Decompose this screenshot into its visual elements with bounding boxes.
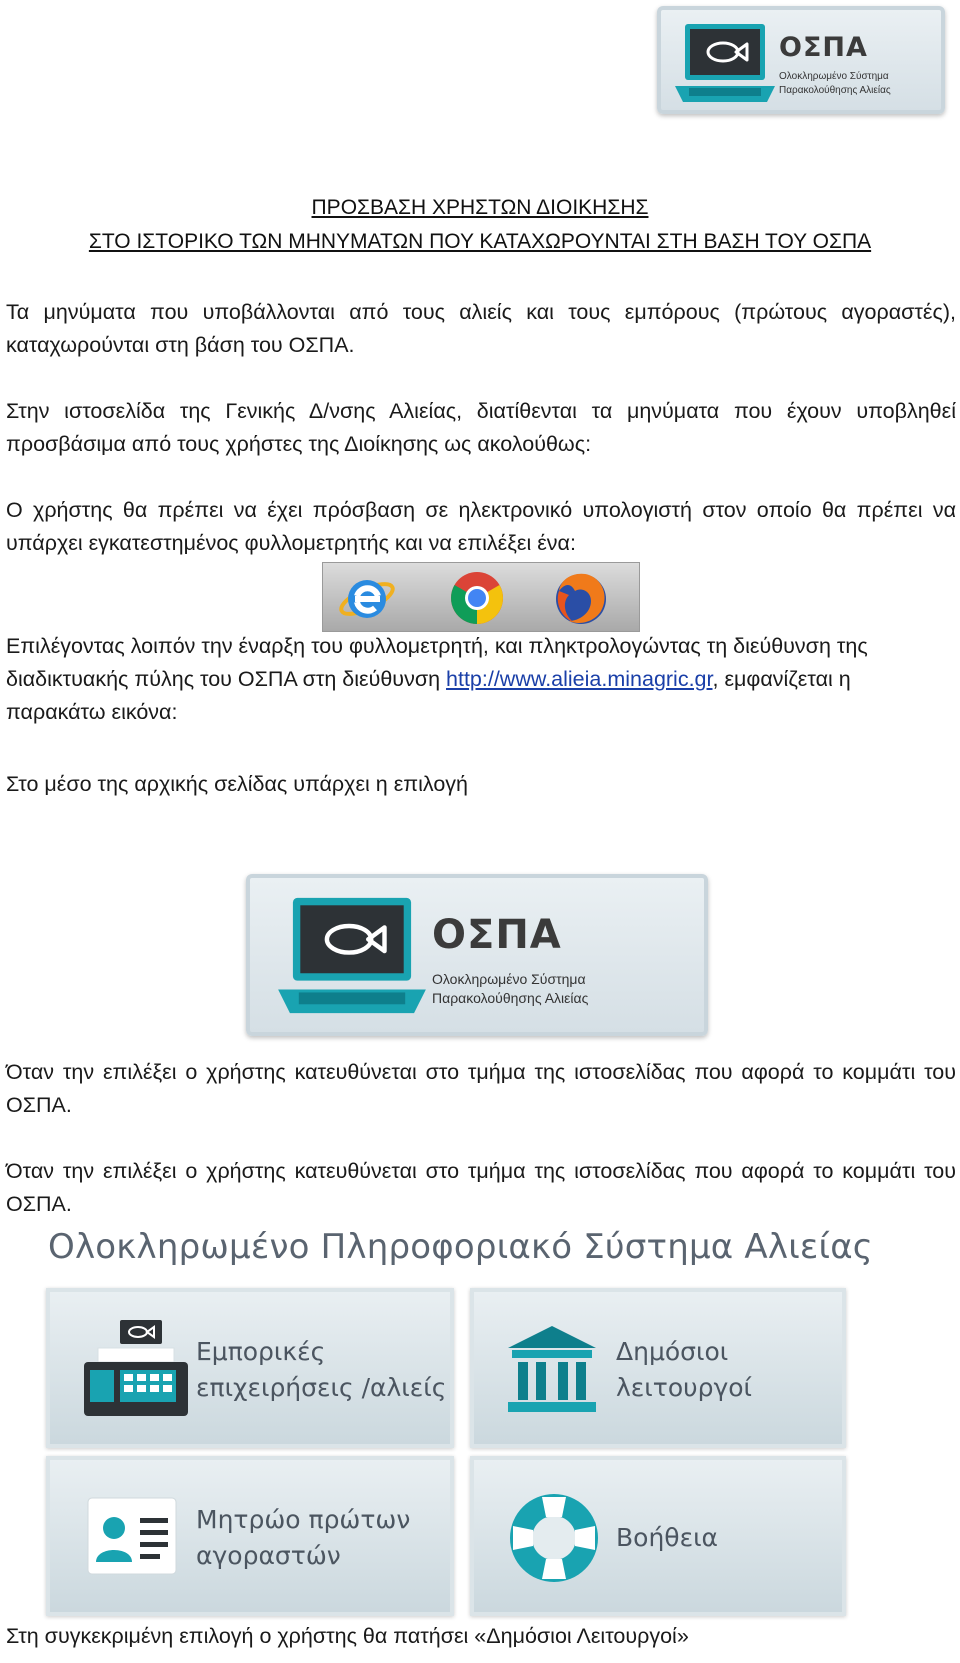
id-card-icon [84, 1492, 180, 1582]
ospa-logo-subtitle-line2: Παρακολούθησης Αλιείας [779, 84, 891, 96]
portal-card-public-line1: Δημόσιοι [616, 1337, 729, 1366]
paragraph-2: Στην ιστοσελίδα της Γενικής Δ/νσης Αλιείας, διατίθενται τα μηνύματα που έχουν υποβληθεί προσβάσιμα από τους χρήστες της Διοίκησης ως ακολούθως: [6, 399, 956, 456]
ospa-portal-link[interactable]: http://www.alieia.minagric.gr [446, 667, 713, 691]
portal-card-registry-label [196, 1502, 410, 1574]
browser-icons-strip [322, 562, 640, 632]
portal-card-business-line1: Εμπορικές [196, 1337, 326, 1366]
ospa-logo-title: ΟΣΠΑ [779, 32, 868, 63]
laptop-fish-icon [675, 20, 775, 108]
portal-card-help[interactable] [470, 1456, 846, 1616]
portal-title: Ολοκληρωμένο Πληροφοριακό Σύστημα Αλιείας [48, 1227, 873, 1267]
portal-card-help-label [616, 1520, 718, 1556]
ospa-option-title: ΟΣΠΑ [432, 912, 562, 958]
ospa-option-subtitle [432, 970, 588, 1008]
paragraph-4 [6, 630, 956, 729]
paragraph-3: Ο χρήστης θα πρέπει να έχει πρόσβαση σε ηλεκτρονικό υπολογιστή στον οποίο θα πρέπει να υπάρχει εγκατεστημένος φυλλομετρητής και να επιλέξει ένα: [6, 498, 956, 555]
portal-card-help-line1: Βοήθεια [616, 1523, 719, 1552]
paragraph-1: Τα μηνύματα που υποβάλλονται από τους αλιείς και τους εμπόρους (πρώτους αγοραστές), καταχωρούνται στη βάση του ΟΣΠΑ. [6, 300, 956, 357]
paragraph-6: Όταν την επιλέξει ο χρήστης κατευθύνεται στο τμήμα της ιστοσελίδας που αφορά το κομμάτι του ΟΣΠΑ. [6, 1060, 956, 1117]
portal-card-public-label [616, 1334, 752, 1406]
paragraph-4-text-after: , εμφανίζεται η παρακάτω εικόνα: [6, 667, 851, 724]
portal-card-registry-line1: Μητρώο πρώτων [196, 1505, 411, 1534]
internet-explorer-icon [337, 569, 397, 627]
firefox-icon [551, 569, 611, 627]
ospa-option-subtitle-line2: Παρακολούθησης Αλιείας [432, 989, 589, 1006]
paragraph-5: Στο μέσο της αρχικής σελίδας υπάρχει η επιλογή [6, 772, 468, 796]
ospa-header-logo [657, 6, 945, 114]
ospa-option-tile[interactable] [246, 874, 708, 1036]
heading-line-2: ΣΤΟ ΙΣΤΟΡΙΚΟ ΤΩΝ ΜΗΝΥΜΑΤΩΝ ΠΟΥ ΚΑΤΑΧΩΡΟΥΝΤΑΙ ΣΤΗ ΒΑΣΗ ΤΟΥ ΟΣΠΑ [88, 230, 872, 253]
laptop-fish-icon [278, 892, 426, 1022]
portal-card-business-label [196, 1334, 446, 1406]
portal-card-registry-line2: αγοραστών [196, 1541, 341, 1570]
paragraph-8: Στη συγκεκριμένη επιλογή ο χρήστης θα πατήσει «Δημόσιοι Λειτουργοί» [6, 1624, 689, 1648]
portal-card-public-servants[interactable] [470, 1288, 846, 1448]
lifebuoy-icon [504, 1488, 604, 1588]
ospa-option-subtitle-line1: Ολοκληρωμένο Σύστημα [432, 971, 586, 987]
portal-card-registry[interactable] [46, 1456, 454, 1616]
portal-card-business-line2: επιχειρήσεις /αλιείς [196, 1373, 447, 1402]
government-building-icon [504, 1322, 600, 1418]
portal-card-public-line2: λειτουργοί [616, 1373, 752, 1402]
ospa-logo-subtitle [779, 70, 891, 97]
ospa-logo-subtitle-line1: Ολοκληρωμένο Σύστημα [779, 71, 889, 82]
cash-register-icon [80, 1318, 192, 1422]
paragraph-7: Όταν την επιλέξει ο χρήστης κατευθύνεται στο τμήμα της ιστοσελίδας που αφορά το κομμάτι του ΟΣΠΑ. [6, 1159, 956, 1216]
heading-line-1: ΠΡΟΣΒΑΣΗ ΧΡΗΣΤΩΝ ΔΙΟΙΚΗΣΗΣ [311, 196, 649, 219]
paragraph-4-text-before: Επιλέγοντας λοιπόν την έναρξη του φυλλομετρητή, και πληκτρολογώντας τη διεύθυνση της διαδικτυακής πύλης του ΟΣΠΑ στη διεύθυνση [6, 634, 868, 691]
chrome-icon [447, 569, 507, 627]
portal-card-business[interactable] [46, 1288, 454, 1448]
